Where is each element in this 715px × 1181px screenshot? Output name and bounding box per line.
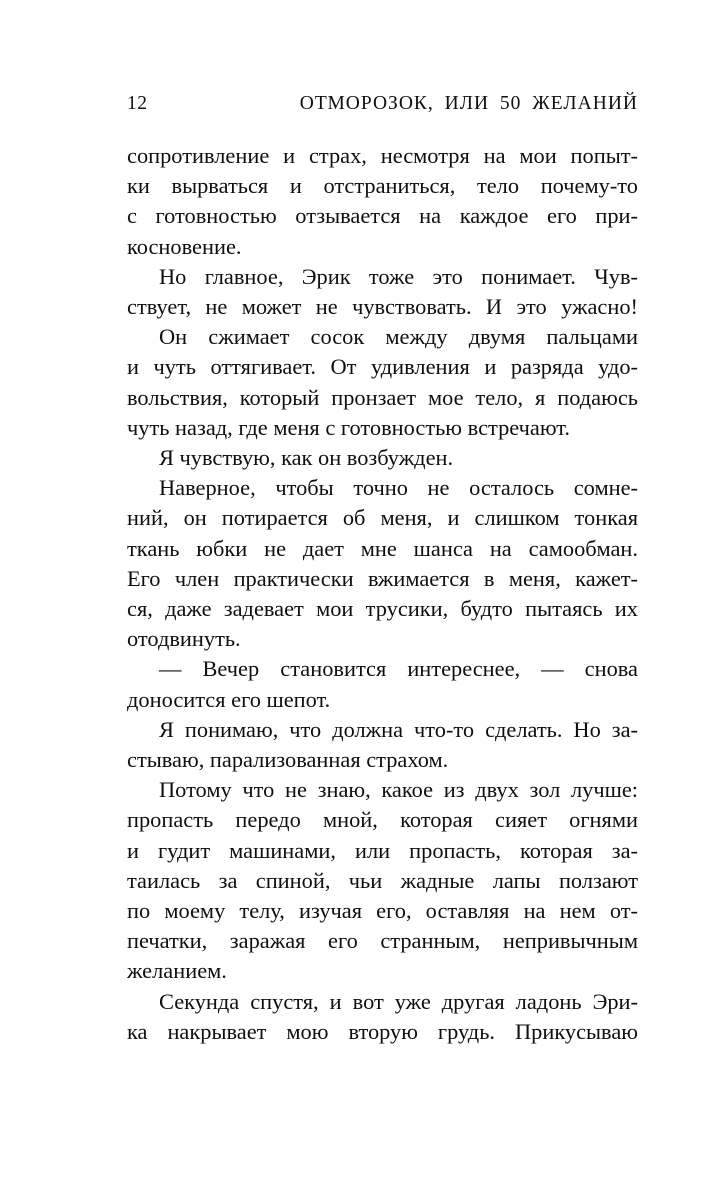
page-text: [127, 141, 638, 1047]
text-line: таилась за спиной, чьи жадные лапы ползают: [127, 867, 638, 893]
text-line: доносится его шепот.: [127, 686, 331, 712]
text-line: Наверное, чтобы точно не осталось сомне-: [159, 475, 638, 501]
text-line: стываю, парализованная страхом.: [127, 747, 449, 773]
running-head: [127, 92, 638, 116]
text-line: ся, даже задевает мои трусики, будто пытаясь их: [127, 596, 638, 622]
page-number: 12: [127, 93, 148, 114]
text-line: отодвинуть.: [127, 626, 241, 652]
text-line: Секунда спустя, и вот уже другая ладонь Эри-: [159, 988, 638, 1014]
text-line: с готовностью отзывается на каждое его при-: [127, 203, 638, 229]
text-line: желанием.: [127, 958, 227, 984]
text-line: ки вырваться и отстраниться, тело почему-то: [127, 173, 638, 199]
text-line: Я понимаю, что должна что-то сделать. Но за-: [159, 716, 638, 742]
text-line: по моему телу, изучая его, оставляя на нем от-: [127, 898, 638, 924]
text-line: ткань юбки не дает мне шанса на самообман.: [127, 535, 638, 561]
text-line: Он сжимает сосок между двумя пальцами: [159, 324, 638, 350]
text-line: Но главное, Эрик тоже это понимает. Чув-: [159, 263, 638, 289]
text-line: косновение.: [127, 233, 242, 259]
text-line: ка накрывает мою вторую грудь. Прикусываю: [127, 1018, 638, 1044]
text-line: пропасть передо мной, которая сияет огнями: [127, 807, 638, 833]
text-line: Я чувствую, как он возбужден.: [159, 445, 454, 471]
text-line: чуть назад, где меня с готовностью встречают.: [127, 414, 570, 440]
text-line: вольствия, который пронзает мое тело, я подаюсь: [127, 384, 638, 410]
text-line: и чуть оттягивает. От удивления и разряда удо-: [127, 354, 638, 380]
running-title: ОТМОРОЗОК, ИЛИ 50 ЖЕЛАНИЙ: [299, 93, 638, 114]
text-line: ствует, не может не чувствовать. И это ужасно!: [127, 294, 638, 320]
text-line: печатки, заражая его странным, непривычным: [127, 928, 638, 954]
text-line: ний, он потирается об меня, и слишком тонкая: [127, 505, 638, 531]
text-line: Его член практически вжимается в меня, кажет-: [127, 565, 638, 591]
text-line: Потому что не знаю, какое из двух зол лучше:: [159, 777, 638, 803]
text-line: — Вечер становится интереснее, — снова: [159, 656, 638, 682]
text-line: сопротивление и страх, несмотря на мои попыт-: [127, 143, 638, 168]
text-line: и гудит машинами, или пропасть, которая за-: [127, 837, 638, 863]
